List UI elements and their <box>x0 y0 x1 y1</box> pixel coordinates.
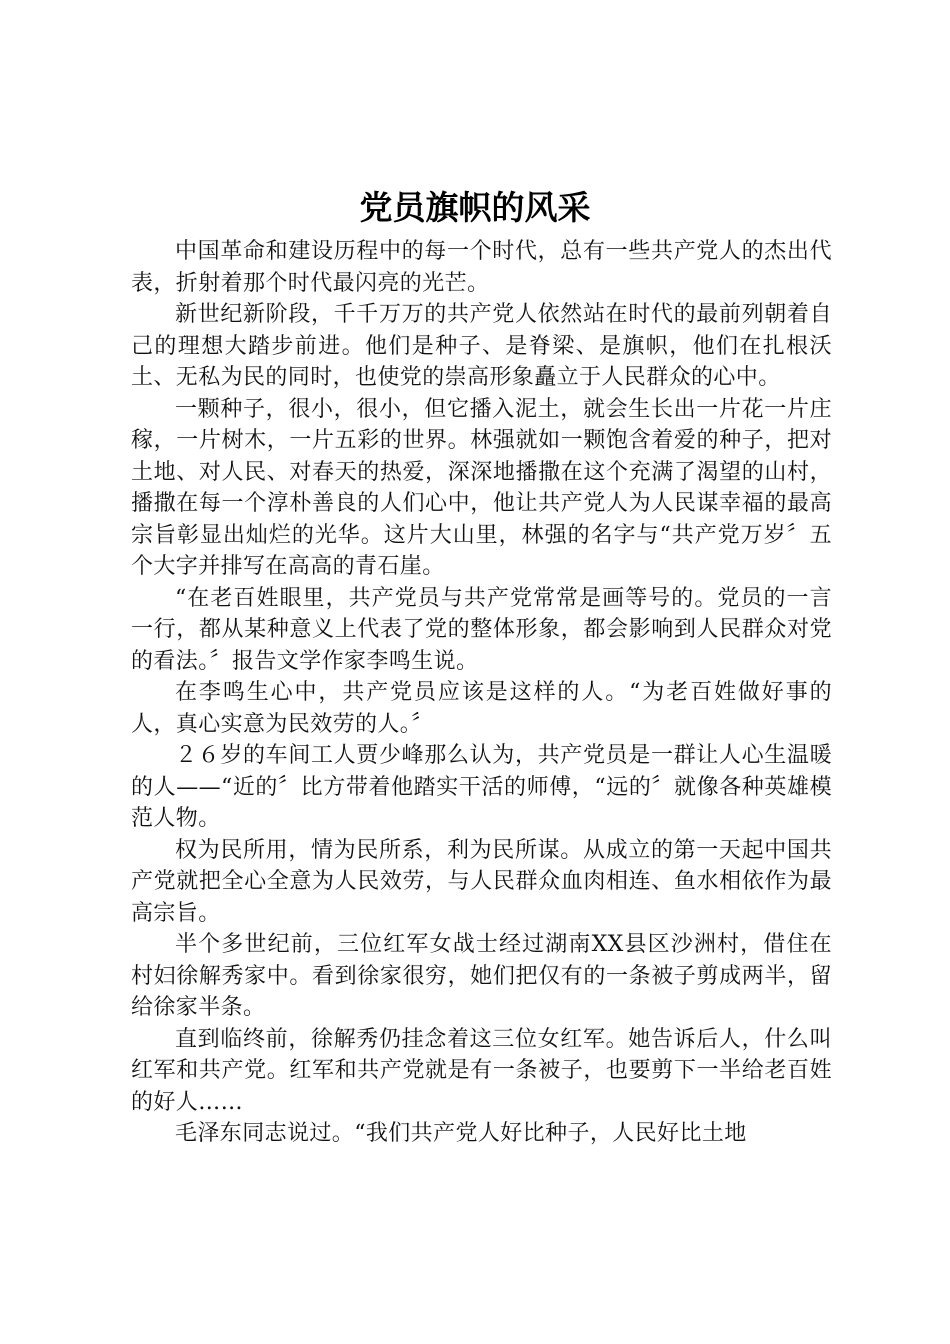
paragraph: ２６岁的车间工人贾少峰那么认为，共产党员是一群让人心生温暖的人——“近的〞比方带着他踏实干活的师傅，“远的〞就像各种英雄模范人物。 <box>131 743 832 831</box>
paragraph: 中国革命和建设历程中的每一个时代，总有一些共产党人的杰出代表，折射着那个时代最闪亮的光芒。 <box>131 239 832 296</box>
document-body <box>131 236 832 1150</box>
paragraph: 在李鸣生心中，共产党员应该是这样的人。“为老百姓做好事的人，真心实意为民效劳的人。〞 <box>131 680 832 737</box>
paragraph: 新世纪新阶段，千千万万的共产党人依然站在时代的最前列朝着自己的理想大踏步前进。他们是种子、是脊梁、是旗帜，他们在扎根沃土、无私为民的同时，也使党的崇高形象矗立于人民群众的心中。 <box>131 302 832 390</box>
paragraph: 一颗种子，很小，很小，但它播入泥土，就会生长出一片花一片庄稼，一片树木，一片五彩的世界。林强就如一颗饱含着爱的种子，把对土地、对人民、对春天的热爱，深深地播撒在这个充满了渴望的山村，播撒在每一个淳朴善良的人们心中，他让共产党人为人民谋幸福的最高宗旨彰显出灿烂的光华。这片大山里，林强的名字与“共产党万岁〞五个大字并排写在高高的青石崖。 <box>131 396 832 579</box>
paragraph: “在老百姓眼里，共产党员与共产党常常是画等号的。党员的一言一行，都从某种意义上代表了党的整体形象，都会影响到人民群众对党的看法。〞报告文学作家李鸣生说。 <box>131 585 832 674</box>
document-title: 党员旗帜的风采 <box>359 188 591 227</box>
paragraph: 权为民所用，情为民所系，利为民所谋。从成立的第一天起中国共产党就把全心全意为人民效劳，与人民群众血肉相连、鱼水相依作为最高宗旨。 <box>131 837 832 926</box>
paragraph: 毛泽东同志说过。“我们共产党人好比种子，人民好比土地 <box>175 1121 747 1146</box>
paragraph: 半个多世纪前，三位红军女战士经过湖南XX县区沙洲村，借住在村妇徐解秀家中。看到徐家很穷，她们把仅有的一条被子剪成两半，留给徐家半条。 <box>131 932 832 1020</box>
paragraph: 直到临终前，徐解秀仍挂念着这三位女红军。她告诉后人，什么叫红军和共产党。红军和共产党就是有一条被子，也要剪下一半给老百姓的好人…… <box>131 1026 832 1115</box>
